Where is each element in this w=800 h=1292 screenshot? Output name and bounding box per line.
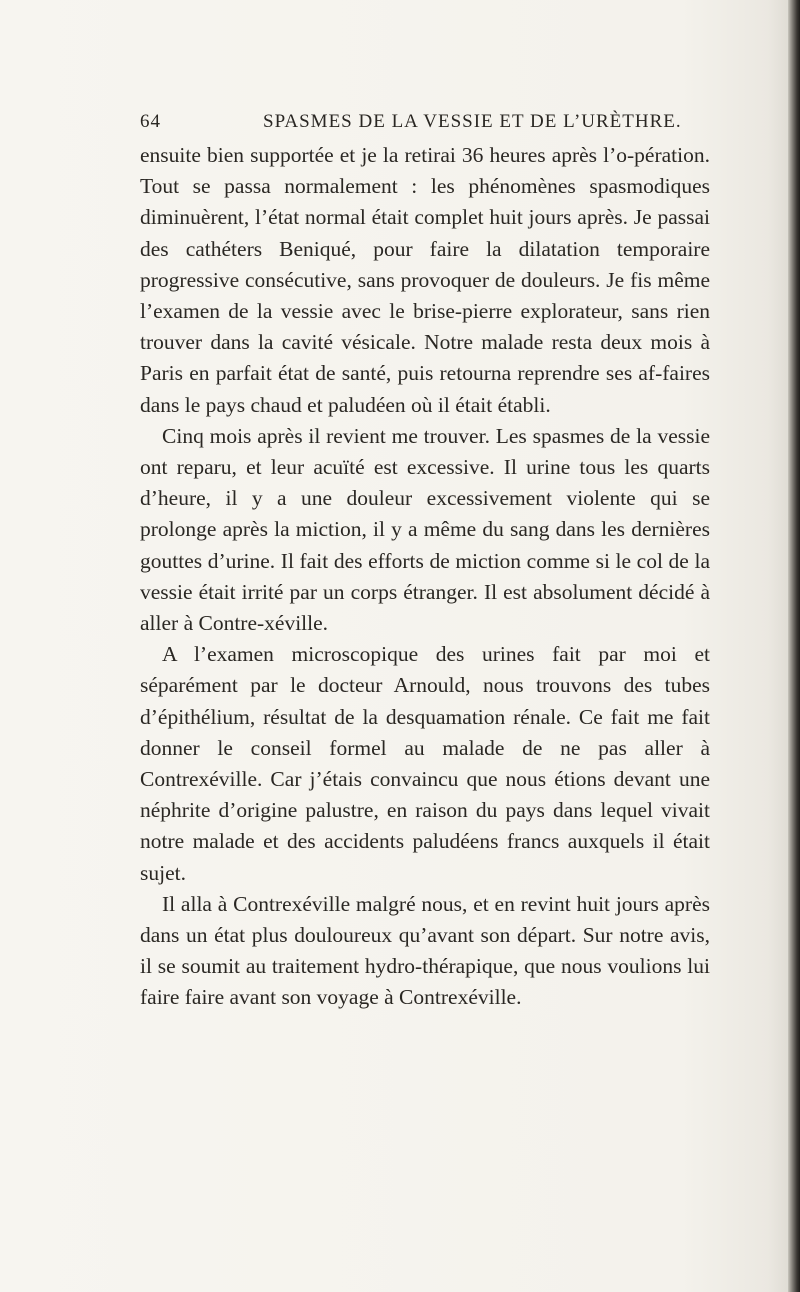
paragraph-4: Il alla à Contrexéville malgré nous, et en revint huit jours après dans un état plus douloureux qu’avant son départ. Sur notre avis, il se soumit au traitement hydro-thérapique, que nous voulions lui faire faire avant son voyage à Contrexéville. — [140, 891, 710, 1010]
page-header — [140, 111, 700, 135]
paragraph-3: A l’examen microscopique des urines fait par moi et séparément par le docteur Arnould, nous trouvons des tubes d’épithélium, résultat de la desquamation rénale. Ce fait me fait donner le conseil formel au malade de ne pas aller à Contrexéville. Car j’étais convaincu que nous étions devant une néphrite d’origine palustre, en raison du pays dans lequel vivait notre malade et des accidents paludéens francs auxquels il était sujet. — [140, 642, 710, 885]
paragraph-1: ensuite bien supportée et je la retirai 36 heures après l’o-pération. Tout se passa normalement : les phénomènes spasmodiques diminuèrent, l’état normal était complet huit jours après. Je passai des cathéters Beniqué, pour faire la dilatation temporaire progressive consécutive, sans provoquer de douleurs. Je fis même l’examen de la vessie avec le brise-pierre explorateur, sans rien trouver dans la cavité vésicale. Notre malade resta deux mois à Paris en parfait état de santé, puis retourna reprendre ses af-faires dans le pays chaud et paludéen où il était établi. — [140, 143, 710, 417]
paragraph-2: Cinq mois après il revient me trouver. Les spasmes de la vessie ont reparu, et leur acuïté est excessive. Il urine tous les quarts d’heure, il y a une douleur excessivement violente qui se prolonge après la miction, il y a même du sang dans les dernières gouttes d’urine. Il fait des efforts de miction comme si le col de la vessie était irrité par un corps étranger. Il est absolument décidé à aller à Contre-xéville. — [140, 423, 710, 636]
book-spine-edge — [788, 0, 800, 1292]
body-text — [140, 140, 710, 1014]
page-number: 64 — [140, 111, 161, 132]
running-title: SPASMES DE LA VESSIE ET DE L’URÈTHRE. — [263, 111, 682, 132]
